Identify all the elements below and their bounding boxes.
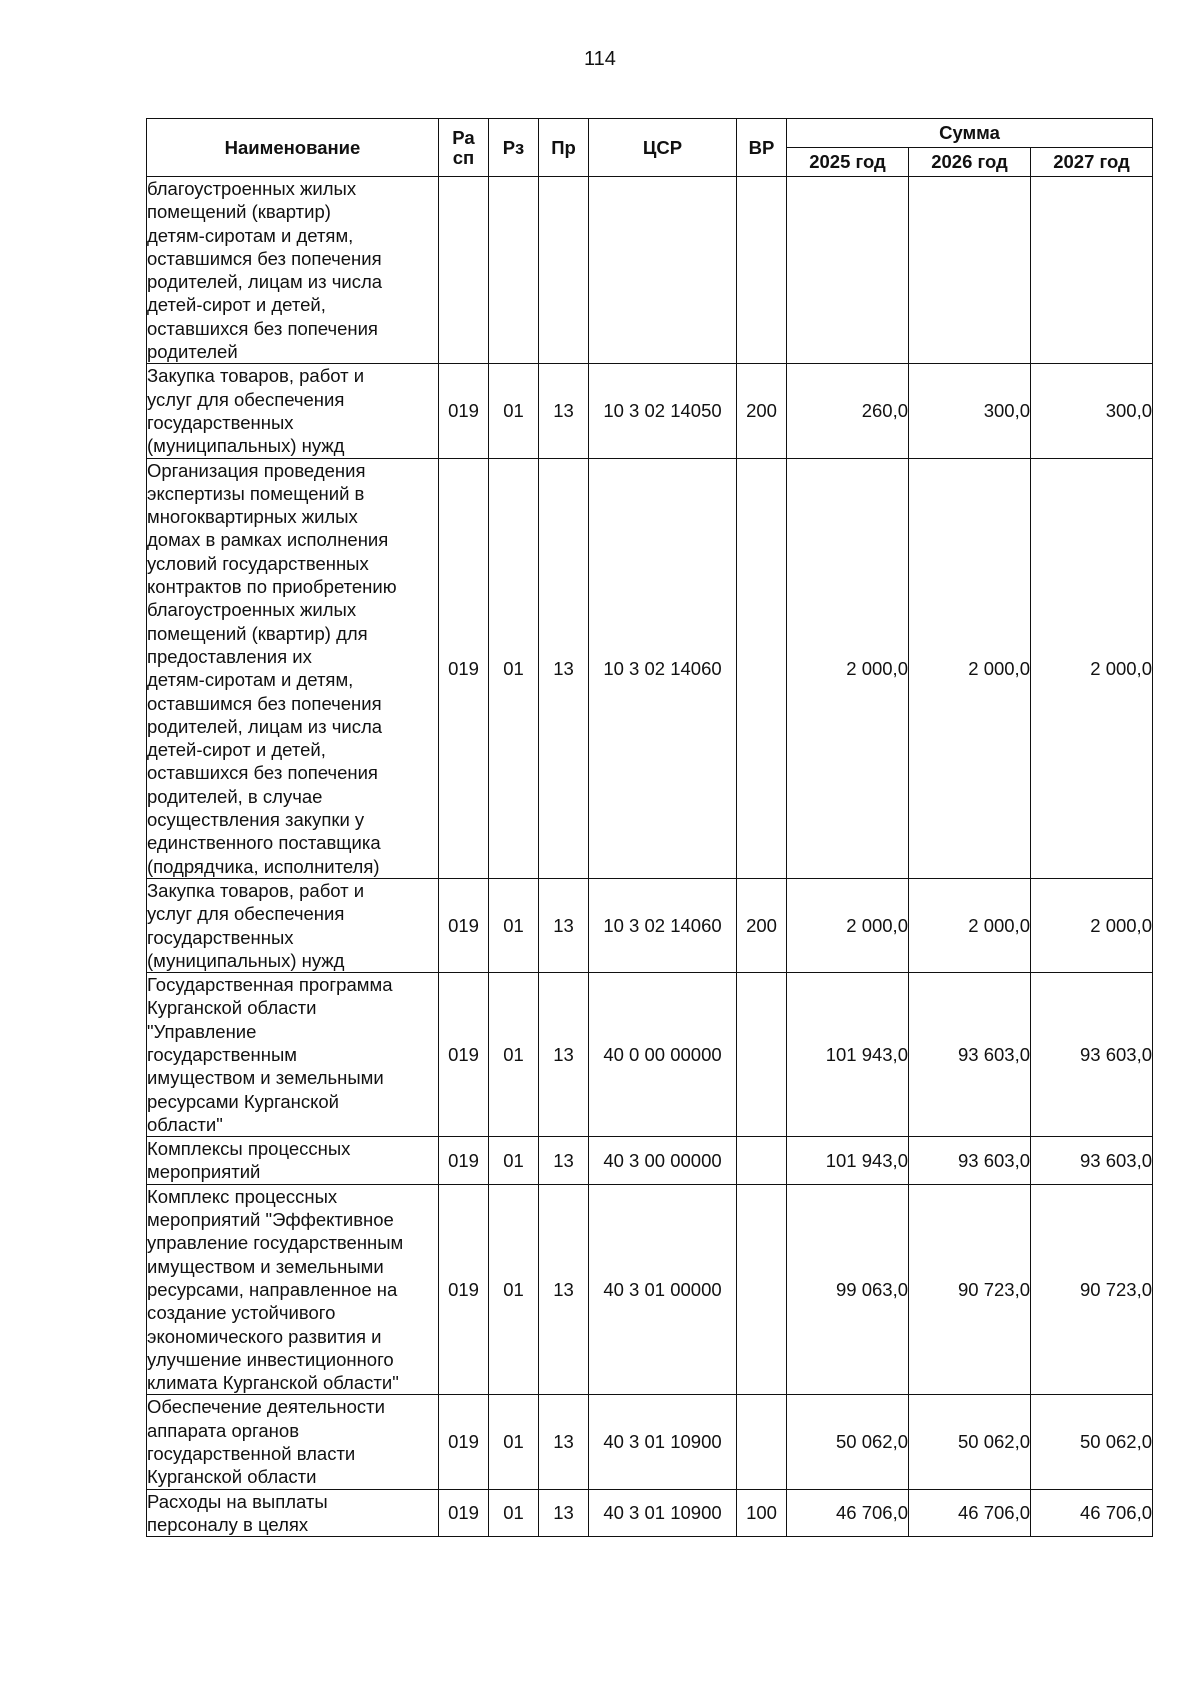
row-vr: 200	[737, 878, 787, 972]
row-2026	[909, 177, 1031, 364]
row-2027: 2 000,0	[1031, 878, 1153, 972]
row-2025	[787, 177, 909, 364]
table-row	[147, 364, 1153, 458]
row-2026: 300,0	[909, 364, 1031, 458]
row-pr	[539, 177, 589, 364]
row-rasp: 019	[439, 1137, 489, 1185]
row-2026: 2 000,0	[909, 458, 1031, 878]
row-pr: 13	[539, 878, 589, 972]
row-name: благоустроенных жилых помещений (квартир) детям-сиротам и детям, оставшимся без попечения родителей, лицам из числа детей-сирот и детей, оставшихся без попечения родителей	[147, 177, 439, 364]
row-rz: 01	[489, 364, 539, 458]
row-2026: 90 723,0	[909, 1184, 1031, 1395]
row-2026: 46 706,0	[909, 1489, 1031, 1537]
row-name: Закупка товаров, работ и услуг для обеспечения государственных (муниципальных) нужд	[147, 364, 439, 458]
table-row	[147, 878, 1153, 972]
row-2026: 2 000,0	[909, 878, 1031, 972]
row-name: Организация проведения экспертизы помещений в многоквартирных жилых домах в рамках исполнения условий государственных контрактов по приобретению благоустроенных жилых помещений (квартир) для предоставления их детям-сиротам и детям, оставшимся без попечения родителей, лицам из числа детей-сирот и детей, оставшихся без попечения родителей, в случае осуществления закупки у единственного поставщика (подрядчика, исполнителя)	[147, 458, 439, 878]
row-pr: 13	[539, 364, 589, 458]
row-2025: 101 943,0	[787, 1137, 909, 1185]
row-rz: 01	[489, 878, 539, 972]
row-vr	[737, 1395, 787, 1489]
row-vr	[737, 973, 787, 1137]
header-name: Наименование	[147, 119, 439, 177]
row-name: Комплексы процессных мероприятий	[147, 1137, 439, 1185]
row-rasp: 019	[439, 364, 489, 458]
page-number: 114	[584, 48, 616, 70]
row-csr: 40 0 00 00000	[589, 973, 737, 1137]
row-csr: 10 3 02 14060	[589, 458, 737, 878]
row-2025: 99 063,0	[787, 1184, 909, 1395]
row-rasp: 019	[439, 458, 489, 878]
table-row	[147, 458, 1153, 878]
row-2026: 50 062,0	[909, 1395, 1031, 1489]
row-2025: 50 062,0	[787, 1395, 909, 1489]
header-rz: Рз	[489, 119, 539, 177]
row-csr: 10 3 02 14060	[589, 878, 737, 972]
budget-table	[146, 118, 1153, 1537]
row-2027: 2 000,0	[1031, 458, 1153, 878]
row-name: Расходы на выплаты персоналу в целях	[147, 1489, 439, 1537]
row-pr: 13	[539, 458, 589, 878]
table-row	[147, 1395, 1153, 1489]
row-csr: 10 3 02 14050	[589, 364, 737, 458]
row-vr	[737, 177, 787, 364]
row-2027: 93 603,0	[1031, 1137, 1153, 1185]
row-name: Обеспечение деятельности аппарата органов государственной власти Курганской области	[147, 1395, 439, 1489]
row-rasp: 019	[439, 973, 489, 1137]
row-pr: 13	[539, 1395, 589, 1489]
row-2025: 46 706,0	[787, 1489, 909, 1537]
row-2027: 93 603,0	[1031, 973, 1153, 1137]
table-row	[147, 973, 1153, 1137]
header-sum: Сумма	[787, 119, 1153, 148]
row-pr: 13	[539, 973, 589, 1137]
row-vr	[737, 1184, 787, 1395]
row-vr	[737, 1137, 787, 1185]
row-2026: 93 603,0	[909, 1137, 1031, 1185]
row-2027	[1031, 177, 1153, 364]
row-rz: 01	[489, 1184, 539, 1395]
row-rasp: 019	[439, 1489, 489, 1537]
row-csr: 40 3 00 00000	[589, 1137, 737, 1185]
row-vr: 100	[737, 1489, 787, 1537]
table-row	[147, 1137, 1153, 1185]
header-vr: ВР	[737, 119, 787, 177]
row-csr	[589, 177, 737, 364]
row-2026: 93 603,0	[909, 973, 1031, 1137]
row-name: Государственная программа Курганской области "Управление государственным имуществом и земельными ресурсами Курганской области"	[147, 973, 439, 1137]
row-2025: 2 000,0	[787, 878, 909, 972]
row-rz: 01	[489, 1489, 539, 1537]
row-csr: 40 3 01 10900	[589, 1395, 737, 1489]
header-pr: Пр	[539, 119, 589, 177]
row-rasp: 019	[439, 1395, 489, 1489]
row-rz: 01	[489, 973, 539, 1137]
row-rz: 01	[489, 1395, 539, 1489]
row-pr: 13	[539, 1184, 589, 1395]
row-rz: 01	[489, 1137, 539, 1185]
row-csr: 40 3 01 10900	[589, 1489, 737, 1537]
header-rasp: Ра сп	[439, 119, 489, 177]
row-2025: 2 000,0	[787, 458, 909, 878]
row-rz: 01	[489, 458, 539, 878]
row-2025: 101 943,0	[787, 973, 909, 1137]
row-csr: 40 3 01 00000	[589, 1184, 737, 1395]
header-csr: ЦСР	[589, 119, 737, 177]
row-rz	[489, 177, 539, 364]
header-year-2025: 2025 год	[787, 148, 909, 177]
table-row	[147, 1184, 1153, 1395]
table-row	[147, 1489, 1153, 1537]
row-2027: 300,0	[1031, 364, 1153, 458]
row-rasp	[439, 177, 489, 364]
row-name: Закупка товаров, работ и услуг для обеспечения государственных (муниципальных) нужд	[147, 878, 439, 972]
row-rasp: 019	[439, 878, 489, 972]
row-pr: 13	[539, 1137, 589, 1185]
header-year-2027: 2027 год	[1031, 148, 1153, 177]
row-name: Комплекс процессных мероприятий "Эффективное управление государственным имуществом и земельными ресурсами, направленное на создание устойчивого экономического развития и улучшение инвестиционного климата Курганской области"	[147, 1184, 439, 1395]
row-pr: 13	[539, 1489, 589, 1537]
table-row	[147, 177, 1153, 364]
row-vr: 200	[737, 364, 787, 458]
header-year-2026: 2026 год	[909, 148, 1031, 177]
row-2027: 46 706,0	[1031, 1489, 1153, 1537]
row-2025: 260,0	[787, 364, 909, 458]
row-2027: 50 062,0	[1031, 1395, 1153, 1489]
row-2027: 90 723,0	[1031, 1184, 1153, 1395]
row-rasp: 019	[439, 1184, 489, 1395]
row-vr	[737, 458, 787, 878]
